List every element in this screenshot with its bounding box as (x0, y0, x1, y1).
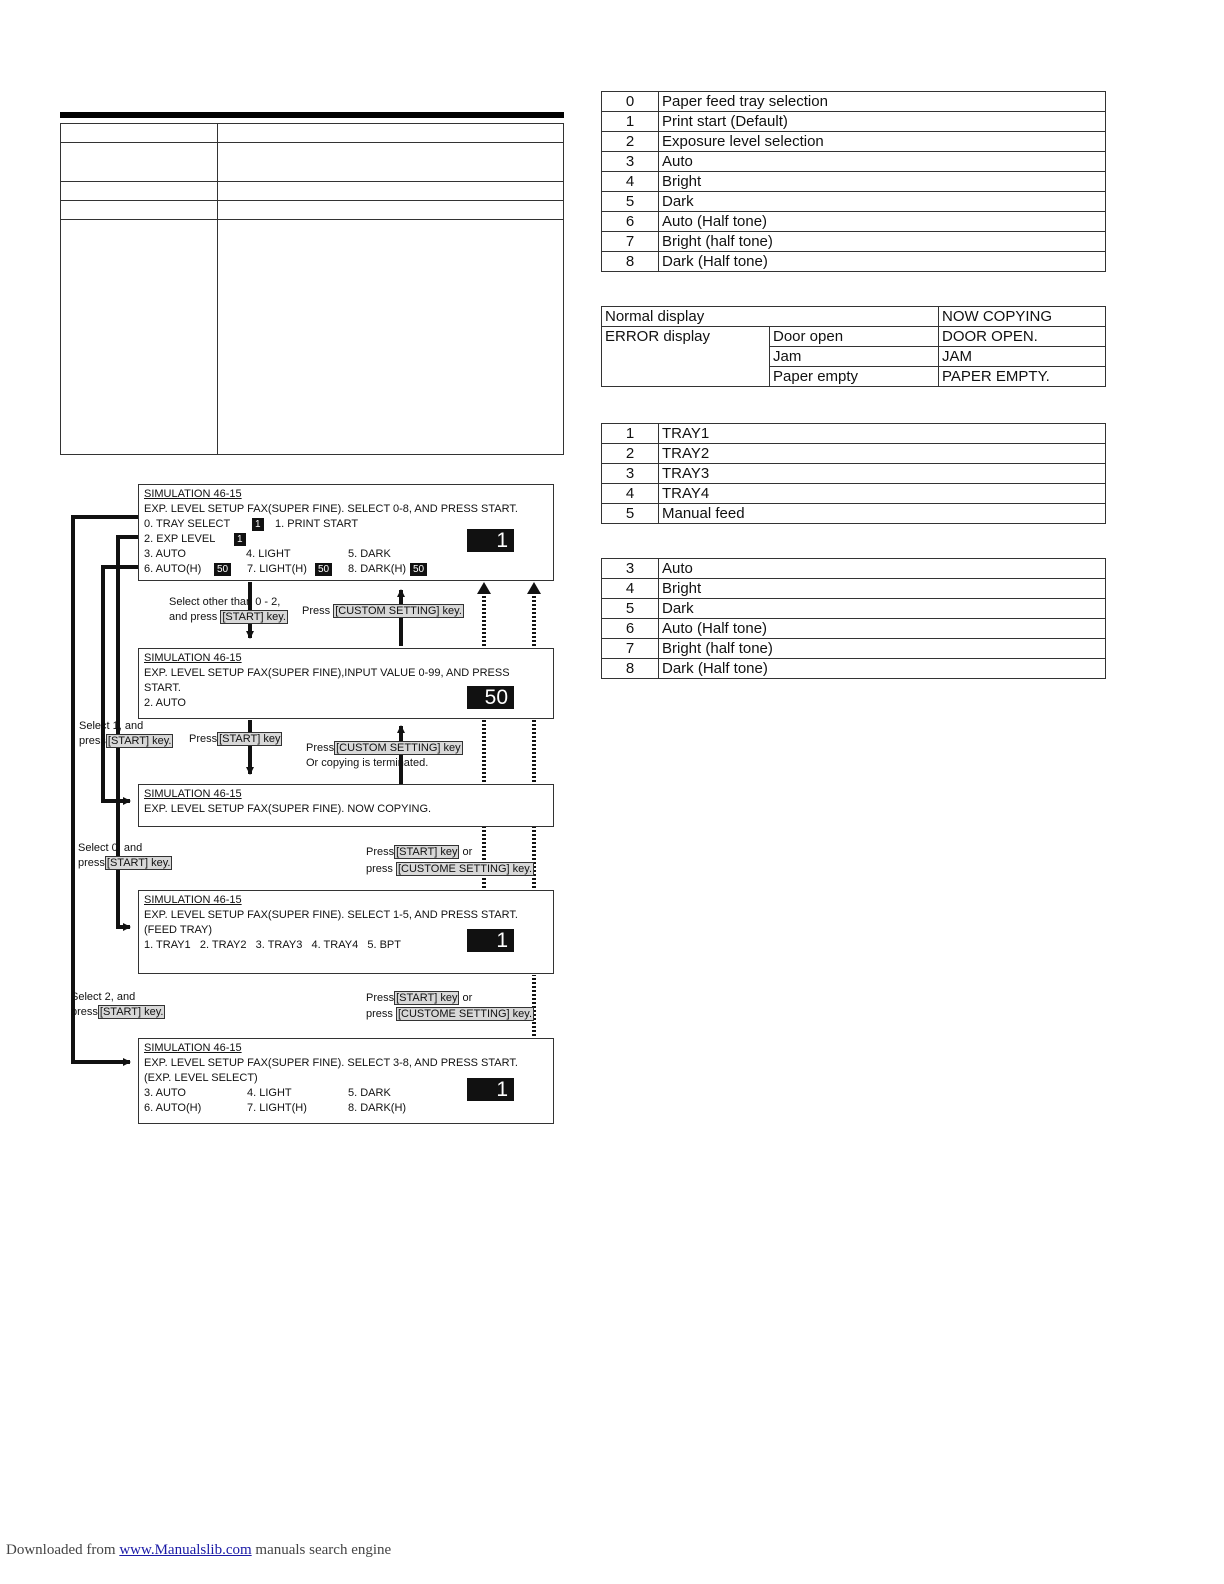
row-number: 3 (602, 152, 659, 172)
label-press-start-or: Press [START] key or (366, 846, 473, 858)
row-number: 0 (602, 92, 659, 112)
start-key: [START] key (396, 846, 458, 858)
row-number: 3 (602, 559, 659, 579)
start-key: [START] key. (107, 735, 172, 747)
lcd-display-value: 1 (467, 929, 514, 952)
error-display-label: ERROR display (602, 327, 770, 387)
error-cause: Door open (770, 327, 939, 347)
error-message: DOOR OPEN. (939, 327, 1106, 347)
menu-light-h: 7. LIGHT(H) (247, 563, 307, 575)
exp-level-value: 1 (234, 533, 246, 546)
row-number: 2 (602, 132, 659, 152)
error-message: JAM (939, 347, 1106, 367)
tray-select-value: 1 (252, 518, 264, 531)
screen-title: SIMULATION 46-15 (144, 894, 242, 906)
custom-setting-key: [CUSTOM SETTING] key. (335, 605, 462, 617)
label-select-0-press: press [START] key. (78, 857, 171, 869)
row-label: Dark (Half tone) (659, 252, 1106, 272)
error-cause: Jam (770, 347, 939, 367)
row-label: Bright (half tone) (659, 639, 1106, 659)
start-key: [START] key. (106, 857, 171, 869)
screen-instruction: EXP. LEVEL SETUP FAX(SUPER FINE). NOW COPYING. (144, 803, 432, 815)
row-label: TRAY2 (659, 444, 1106, 464)
row-number: 3 (602, 464, 659, 484)
start-key: [START] key. (222, 611, 286, 623)
screen-instruction: EXP. LEVEL SETUP FAX(SUPER FINE). SELECT 1-5, AND PRESS START. (144, 909, 518, 921)
light-h-value: 50 (315, 563, 332, 576)
screen-selected-item: 2. AUTO (144, 697, 186, 709)
screen-instruction: EXP. LEVEL SETUP FAX(SUPER FINE). SELECT 0-8, AND PRESS START. (144, 503, 518, 515)
row-number: 7 (602, 232, 659, 252)
lcd-display-value: 1 (467, 529, 514, 552)
normal-display-value: NOW COPYING (939, 307, 1106, 327)
row-label: Manual feed (659, 504, 1106, 524)
screen-title: SIMULATION 46-15 (144, 488, 242, 500)
row-number: 8 (602, 659, 659, 679)
screen-title: SIMULATION 46-15 (144, 652, 242, 664)
start-key: [START] key (396, 992, 458, 1004)
row-number: 4 (602, 579, 659, 599)
error-message: PAPER EMPTY. (939, 367, 1106, 387)
label-select-0: Select 0, and (78, 842, 143, 854)
screen-instruction: EXP. LEVEL SETUP FAX(SUPER FINE). SELECT 3-8, AND PRESS START. (144, 1057, 518, 1069)
menu-dark: 5. DARK (348, 1087, 391, 1099)
row-label: Auto (659, 559, 1106, 579)
label-select-other-2: and press [START] key. (169, 611, 286, 623)
row-label: Auto (Half tone) (659, 619, 1106, 639)
row-label: Exposure level selection (659, 132, 1106, 152)
row-label: Bright (659, 579, 1106, 599)
start-key: [START] key (219, 733, 281, 745)
menu-exp-level: 2. EXP LEVEL (144, 533, 216, 545)
manualslib-link[interactable]: www.Manualslib.com (119, 1542, 252, 1558)
sim-screen-copying (138, 784, 554, 827)
label-press-custome: press [CUSTOME SETTING] key. (366, 1008, 533, 1020)
row-number: 1 (602, 424, 659, 444)
screen-title: SIMULATION 46-15 (144, 788, 242, 800)
row-number: 8 (602, 252, 659, 272)
row-number: 7 (602, 639, 659, 659)
row-number: 5 (602, 504, 659, 524)
menu-dark-h: 8. DARK(H) (348, 563, 407, 575)
row-label: TRAY3 (659, 464, 1106, 484)
row-label: Dark (659, 599, 1106, 619)
error-cause: Paper empty (770, 367, 939, 387)
row-number: 2 (602, 444, 659, 464)
label-select-1: Select 1, and (79, 720, 144, 732)
menu-light: 4. LIGHT (247, 1087, 292, 1099)
row-number: 6 (602, 619, 659, 639)
row-label: TRAY4 (659, 484, 1106, 504)
lcd-display-value: 1 (467, 1078, 514, 1101)
menu-dark-h: 8. DARK(H) (348, 1102, 407, 1114)
row-number: 5 (602, 192, 659, 212)
row-label: Dark (Half tone) (659, 659, 1106, 679)
row-label: Bright (659, 172, 1106, 192)
label-select-other: Select other than 0 - 2, (169, 596, 281, 608)
auto-h-value: 50 (214, 563, 231, 576)
custome-setting-key: [CUSTOME SETTING] key. (397, 863, 533, 875)
row-label: Auto (Half tone) (659, 212, 1106, 232)
footer: Downloaded from www.Manualslib.com manuals search engine (6, 1542, 392, 1558)
label-select-2-press: press [START] key. (71, 1006, 164, 1018)
label-press-start-or: Press [START] key or (366, 992, 473, 1004)
normal-display-label: Normal display (602, 307, 939, 327)
menu-light: 4. LIGHT (246, 548, 291, 560)
lcd-display-value: 50 (467, 686, 514, 709)
custom-setting-key: [CUSTOM SETTING] key (336, 742, 461, 754)
label-press-custom: Press [CUSTOM SETTING] key. (302, 605, 462, 617)
row-label: TRAY1 (659, 424, 1106, 444)
screen-subtitle: (EXP. LEVEL SELECT) (144, 1072, 258, 1084)
menu-dark: 5. DARK (348, 548, 391, 560)
row-number: 6 (602, 212, 659, 232)
screen-instruction: EXP. LEVEL SETUP FAX(SUPER FINE),INPUT VALUE 0-99, AND PRESS (144, 667, 510, 679)
menu-light-h: 7. LIGHT(H) (247, 1102, 307, 1114)
row-label: Dark (659, 192, 1106, 212)
row-number: 4 (602, 172, 659, 192)
custome-setting-key: [CUSTOME SETTING] key. (397, 1008, 533, 1020)
menu-tray-select: 0. TRAY SELECT (144, 518, 231, 530)
menu-auto-h: 6. AUTO(H) (144, 563, 202, 575)
menu-print-start: 1. PRINT START (275, 518, 359, 530)
row-label: Bright (half tone) (659, 232, 1106, 252)
menu-auto-h: 6. AUTO(H) (144, 1102, 202, 1114)
menu-auto: 3. AUTO (144, 548, 186, 560)
label-select-1-press: press [START] key. (79, 735, 172, 747)
row-number: 5 (602, 599, 659, 619)
row-number: 4 (602, 484, 659, 504)
dark-h-value: 50 (410, 563, 427, 576)
screen-subtitle: (FEED TRAY) (144, 924, 213, 936)
row-label: Auto (659, 152, 1106, 172)
screen-title: SIMULATION 46-15 (144, 1042, 242, 1054)
label-press-custom-2: Press [CUSTOM SETTING] key (306, 742, 461, 754)
label-press-start: Press [START] key (189, 733, 281, 745)
menu-auto: 3. AUTO (144, 1087, 186, 1099)
row-label: Paper feed tray selection (659, 92, 1106, 112)
row-label: Print start (Default) (659, 112, 1106, 132)
screen-instruction-2: START. (144, 682, 181, 694)
start-key: [START] key. (99, 1006, 164, 1018)
label-select-2: Select 2, and (71, 991, 136, 1003)
row-number: 1 (602, 112, 659, 132)
tray-options: 1. TRAY1 2. TRAY2 3. TRAY3 4. TRAY4 5. BPT (144, 939, 401, 951)
label-copying-terminated: Or copying is terminated. (306, 757, 429, 769)
label-press-custome: press [CUSTOME SETTING] key. (366, 863, 533, 875)
